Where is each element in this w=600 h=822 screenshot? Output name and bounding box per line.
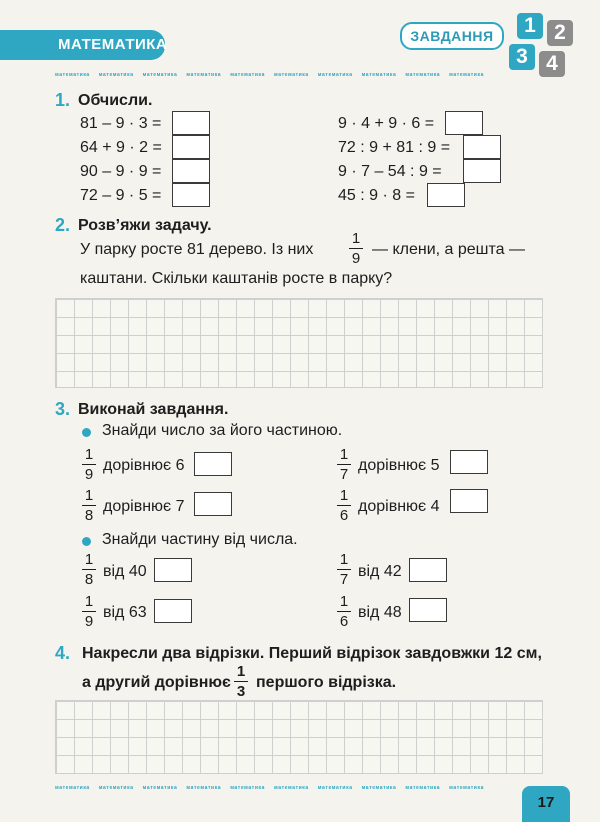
task1-expr-l1: 81 – 9 · 3 = (80, 115, 162, 132)
task2-text-line1b: — клени, а решта — (372, 241, 525, 258)
fraction: 1 8 (80, 551, 98, 588)
bullet-icon (82, 428, 91, 437)
answer-box[interactable] (450, 489, 488, 513)
task4-number: 4. (55, 643, 71, 663)
fraction: 1 7 (335, 446, 353, 483)
answer-box[interactable] (194, 452, 232, 476)
fraction: 1 6 (335, 487, 353, 524)
answer-box[interactable] (194, 492, 232, 516)
task2-title: Розв’яжи задачу. (78, 217, 212, 234)
answer-box[interactable] (154, 558, 192, 582)
tile-1: 1 (517, 13, 543, 39)
task2-fraction: 1 9 (347, 230, 365, 267)
task3-item-text: від 48 (358, 604, 402, 621)
fraction: 1 9 (80, 446, 98, 483)
task3-item-text: від 63 (103, 604, 147, 621)
answer-box[interactable] (450, 450, 488, 474)
task3-sub1: Знайди число за його частиною. (102, 422, 343, 439)
answer-box[interactable] (463, 135, 501, 159)
tasks-label: ЗАВДАННЯ (400, 22, 504, 50)
fraction: 1 8 (80, 487, 98, 524)
task4-line2b: першого відрізка. (256, 674, 397, 691)
answer-box[interactable] (463, 159, 501, 183)
task3-item-text: від 40 (103, 563, 147, 580)
answer-box[interactable] (154, 599, 192, 623)
task1-expr-r1: 9 · 4 + 9 · 6 = (338, 115, 435, 132)
fraction: 1 6 (335, 593, 353, 630)
fraction: 1 9 (80, 593, 98, 630)
answer-box[interactable] (409, 558, 447, 582)
answer-box[interactable] (172, 183, 210, 207)
task1-expr-l3: 90 – 9 · 9 = (80, 163, 162, 180)
answer-box[interactable] (409, 598, 447, 622)
task1-expr-r2: 72 : 9 + 81 : 9 = (338, 139, 451, 156)
answer-box[interactable] (445, 111, 483, 135)
task2-number: 2. (55, 215, 71, 235)
bullet-icon (82, 537, 91, 546)
task4-line2a: а другий дорівнює (82, 674, 231, 691)
task1-expr-r4: 45 : 9 · 8 = (338, 187, 415, 204)
subject-tab: МАТЕМАТИКА (0, 30, 165, 60)
task2-text-line2: каштани. Скільки каштанів росте в парку? (80, 270, 393, 287)
task3-item-text: дорівнює 7 (103, 498, 185, 515)
task1-title: Обчисли. (78, 92, 153, 109)
answer-box[interactable] (172, 111, 210, 135)
task2-text-line1a: У парку росте 81 дерево. Із них (80, 241, 314, 258)
tile-2: 2 (547, 20, 573, 46)
task3-item-text: дорівнює 6 (103, 457, 185, 474)
task1-expr-r3: 9 · 7 – 54 : 9 = (338, 163, 442, 180)
task3-title: Виконай завдання. (78, 401, 229, 418)
task3-item-text: дорівнює 4 (358, 498, 440, 515)
task4-line1: Накресли два відрізки. Перший відрізок завдовжки 12 см, (82, 645, 542, 662)
answer-box[interactable] (427, 183, 465, 207)
answer-box[interactable] (172, 159, 210, 183)
answer-box[interactable] (172, 135, 210, 159)
task3-number: 3. (55, 399, 71, 419)
task1-expr-l4: 72 – 9 · 5 = (80, 187, 162, 204)
task1-number: 1. (55, 90, 71, 110)
tile-4: 4 (539, 51, 565, 77)
task3-item-text: дорівнює 5 (358, 457, 440, 474)
drawing-grid[interactable] (55, 700, 543, 774)
solution-grid[interactable] (55, 298, 543, 388)
tile-3: 3 (509, 44, 535, 70)
fraction: 1 7 (335, 551, 353, 588)
task4-fraction: 1 3 (232, 663, 250, 700)
task3-sub2: Знайди частину від числа. (102, 531, 298, 548)
header-strip: математика математика математика математика математика математика математика математика математика математика (55, 72, 484, 78)
footer-strip: математика математика математика математика математика математика математика математика математика математика (55, 785, 484, 791)
page-number: 17 (522, 786, 570, 822)
task1-expr-l2: 64 + 9 · 2 = (80, 139, 162, 156)
task3-item-text: від 42 (358, 563, 402, 580)
